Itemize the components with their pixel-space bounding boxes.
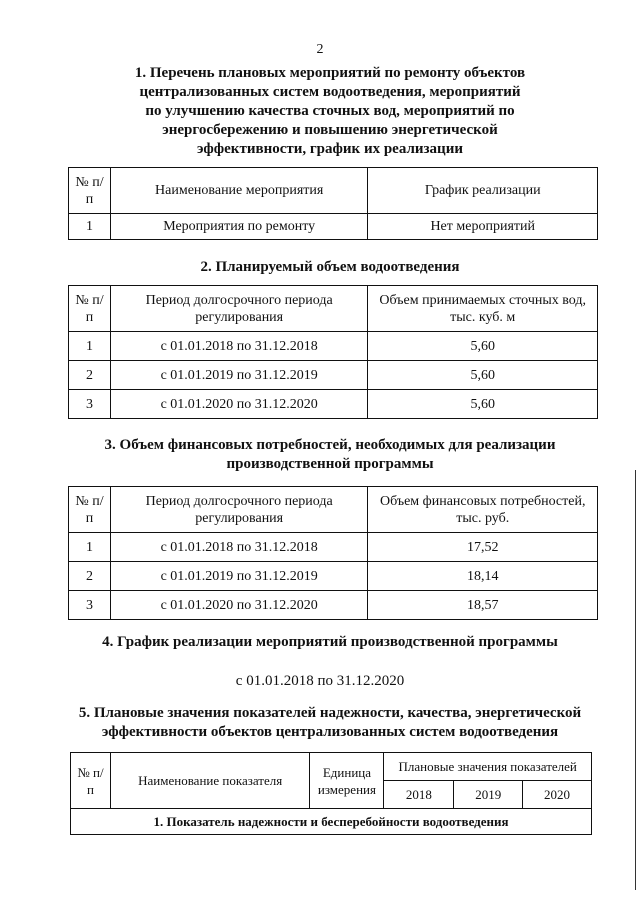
cell-period: с 01.01.2019 по 31.12.2019 <box>110 361 367 390</box>
section2-title: 2. Планируемый объем водоотведения <box>200 259 460 275</box>
table-row <box>69 533 598 562</box>
section3-title <box>40 436 620 474</box>
section1-title-line: эффективности, график их реализации <box>197 141 463 157</box>
table-row <box>69 562 598 591</box>
cell-value: 5,60 <box>368 332 598 361</box>
header-planned: Плановые значения показателей <box>384 753 592 781</box>
header-num: № п/п <box>69 487 111 533</box>
header-value: Объем финансовых потребностей, тыс. руб. <box>368 487 598 533</box>
table-row <box>69 591 598 620</box>
subsection-title: 1. Показатель надежности и бесперебойности водоотведения <box>71 809 592 835</box>
header-num: № п/п <box>71 753 111 809</box>
section5-table <box>70 752 592 835</box>
header-year: 2018 <box>384 781 454 809</box>
cell-value: 17,52 <box>368 533 598 562</box>
section5-title-line: 5. Плановые значения показателей надежности, качества, энергетической <box>78 705 582 721</box>
subsection-row <box>71 809 592 835</box>
cell-value: 18,14 <box>368 562 598 591</box>
section4-title: 4. График реализации мероприятий производственной программы <box>102 634 558 650</box>
header-schedule: График реализации <box>368 168 598 214</box>
header-year: 2019 <box>454 781 523 809</box>
cell-name: Мероприятия по ремонту <box>110 214 368 240</box>
section1-title-line: централизованных систем водоотведения, мероприятий <box>139 84 521 100</box>
cell-period: с 01.01.2018 по 31.12.2018 <box>110 533 367 562</box>
table-header-row <box>69 487 598 533</box>
section3-title-line: производственной программы <box>226 456 434 472</box>
cell-schedule: Нет мероприятий <box>368 214 598 240</box>
cell-period: с 01.01.2019 по 31.12.2019 <box>110 562 367 591</box>
section5-title-line: эффективности объектов централизованных систем водоотведения <box>101 724 559 740</box>
cell-value: 5,60 <box>368 390 598 419</box>
header-period: Период долгосрочного периода регулирования <box>110 487 367 533</box>
cell-num: 3 <box>69 591 111 620</box>
cell-period: с 01.01.2020 по 31.12.2020 <box>110 591 367 620</box>
header-year: 2020 <box>523 781 592 809</box>
header-name: Наименование показателя <box>110 753 310 809</box>
section1-title <box>60 64 600 159</box>
cell-num: 1 <box>69 533 111 562</box>
section1-title-line: энергосбережению и повышению энергетической <box>162 122 498 138</box>
section2-table <box>68 285 598 419</box>
cell-num: 1 <box>69 332 111 361</box>
section1-table <box>68 167 598 240</box>
page-edge-rule <box>635 470 636 890</box>
header-name: Наименование мероприятия <box>110 168 368 214</box>
cell-period: с 01.01.2018 по 31.12.2018 <box>110 332 367 361</box>
cell-num: 3 <box>69 390 111 419</box>
table-header-row <box>69 168 598 214</box>
section4-period: с 01.01.2018 по 31.12.2020 <box>235 673 405 689</box>
header-num: № п/п <box>69 168 111 214</box>
cell-num: 2 <box>69 562 111 591</box>
header-value: Объем принимаемых сточных вод, тыс. куб. м <box>368 286 598 332</box>
cell-period: с 01.01.2020 по 31.12.2020 <box>110 390 367 419</box>
table-row <box>69 214 598 240</box>
cell-num: 2 <box>69 361 111 390</box>
table-header-row <box>71 753 592 781</box>
table-row <box>69 390 598 419</box>
cell-num: 1 <box>69 214 111 240</box>
section3-title-line: 3. Объем финансовых потребностей, необходимых для реализации <box>104 437 556 453</box>
header-num: № п/п <box>69 286 111 332</box>
table-row <box>69 332 598 361</box>
section3-table <box>68 486 598 620</box>
cell-value: 18,57 <box>368 591 598 620</box>
table-row <box>69 361 598 390</box>
page-number: 2 <box>316 42 324 57</box>
section5-title <box>40 704 620 742</box>
section1-title-line: по улучшению качества сточных вод, мероприятий по <box>145 103 515 119</box>
header-period: Период долгосрочного периода регулирования <box>110 286 367 332</box>
section1-title-line: 1. Перечень плановых мероприятий по ремонту объектов <box>134 65 526 81</box>
cell-value: 5,60 <box>368 361 598 390</box>
table-header-row <box>69 286 598 332</box>
header-unit: Единица измерения <box>310 753 384 809</box>
